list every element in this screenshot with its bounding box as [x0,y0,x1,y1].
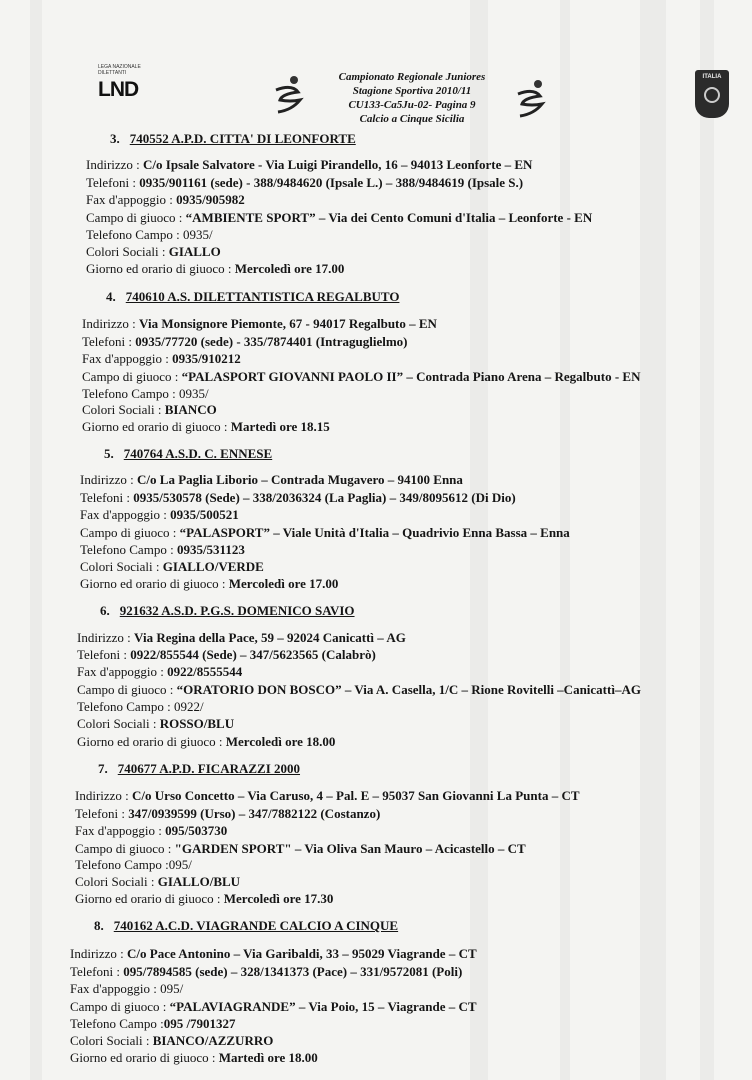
phones-line: Telefoni : 095/7894585 (sede) – 328/1341373 (Pace) – 331/9572081 (Poli) [70,964,463,979]
scan-streak [640,0,666,1080]
address-line: Indirizzo : Via Monsignore Piemonte, 67 - 94017 Regalbuto – EN [82,316,437,331]
field-line: Campo di giuoco : “AMBIENTE SPORT” – Via dei Cento Comuni d'Italia – Leonforte - EN [86,210,593,225]
phones-line: Telefoni : 0922/855544 (Sede) – 347/5623565 (Calabrò) [77,647,376,662]
figc-italia-logo: ITALIA [695,70,729,118]
club-title: 5. 740764 A.S.D. C. ENNESE [104,446,273,461]
colors-line: Colori Sociali : GIALLO/VERDE [80,559,264,574]
field-phone-line: Telefono Campo : 0922/ [77,699,204,714]
schedule-line: Giorno ed orario di giuoco : Mercoledì ore 17.30 [75,891,334,906]
schedule-line: Giorno ed orario di giuoco : Mercoledì ore 17.00 [80,576,339,591]
swirl-logo-icon [514,78,546,120]
club-title: 3. 740552 A.P.D. CITTA' DI LEONFORTE [110,131,356,146]
fax-line: Fax d'appoggio : 0935/905982 [86,192,245,207]
header-title: Campionato Regionale Juniores Stagione Sportiva 2010/11 CU133-Ca5Ju-02- Pagina 9 Calcio a Cinque Sicilia [338,71,486,125]
colors-line: Colori Sociali : GIALLO [86,244,221,259]
phones-line: Telefoni : 0935/77720 (sede) - 335/7874401 (Intraguglielmo) [82,334,408,349]
address-line: Indirizzo : C/o Ipsale Salvatore - Via Luigi Pirandello, 16 – 94013 Leonforte – EN [86,157,533,172]
club-title: 8. 740162 A.C.D. VIAGRANDE CALCIO A CINQUE [94,918,399,933]
schedule-line: Giorno ed orario di giuoco : Martedì ore 18.00 [70,1050,318,1065]
address-line: Indirizzo : Via Regina della Pace, 59 – 92024 Canicattì – AG [77,630,406,645]
address-line: Indirizzo : C/o Urso Concetto – Via Caruso, 4 – Pal. E – 95037 San Giovanni La Punta – CT [75,788,580,803]
club-title: 6. 921632 A.S.D. P.G.S. DOMENICO SAVIO [100,603,355,618]
fax-line: Fax d'appoggio : 095/503730 [75,823,228,838]
field-line: Campo di giuoco : “PALASPORT GIOVANNI PAOLO II” – Contrada Piano Arena – Regalbuto - EN [82,369,641,384]
field-phone-line: Telefono Campo : 0935/ [82,386,209,401]
phones-line: Telefoni : 347/0939599 (Urso) – 347/7882122 (Costanzo) [75,806,381,821]
schedule-line: Giorno ed orario di giuoco : Mercoledì ore 18.00 [77,734,336,749]
schedule-line: Giorno ed orario di giuoco : Mercoledì ore 17.00 [86,261,345,276]
field-line: Campo di giuoco : “ORATORIO DON BOSCO” – Via A. Casella, 1/C – Rione Rovitelli –Canicattì–AG [77,682,641,697]
field-line: Campo di giuoco : "GARDEN SPORT" – Via Oliva San Mauro – Acicastello – CT [75,841,526,856]
colors-line: Colori Sociali : BIANCO [82,402,217,417]
club-title: 7. 740677 A.P.D. FICARAZZI 2000 [98,761,301,776]
fax-line: Fax d'appoggio : 095/ [70,981,184,996]
field-phone-line: Telefono Campo :095 /7901327 [70,1016,236,1031]
scan-streak [30,0,42,1080]
phones-line: Telefoni : 0935/901161 (sede) - 388/9484620 (Ipsale L.) – 388/9484619 (Ipsale S.) [86,175,524,190]
field-line: Campo di giuoco : “PALASPORT” – Viale Unità d'Italia – Quadrivio Enna Bassa – Enna [80,525,570,540]
colors-line: Colori Sociali : GIALLO/BLU [75,874,241,889]
lnd-logo: LEGA NAZIONALE DILETTANTI LND [98,64,141,101]
colors-line: Colori Sociali : BIANCO/AZZURRO [70,1033,274,1048]
phones-line: Telefoni : 0935/530578 (Sede) – 338/2036324 (La Paglia) – 349/8095612 (Di Dio) [80,490,516,505]
address-line: Indirizzo : C/o Pace Antonino – Via Garibaldi, 33 – 95029 Viagrande – CT [70,946,477,961]
fax-line: Fax d'appoggio : 0935/910212 [82,351,241,366]
field-line: Campo di giuoco : “PALAVIAGRANDE” – Via Poio, 15 – Viagrande – CT [70,999,477,1014]
field-phone-line: Telefono Campo : 0935/531123 [80,542,245,557]
fax-line: Fax d'appoggio : 0922/8555544 [77,664,243,679]
scan-streak [700,0,714,1080]
schedule-line: Giorno ed orario di giuoco : Martedì ore 18.15 [82,419,330,434]
address-line: Indirizzo : C/o La Paglia Liborio – Contrada Mugavero – 94100 Enna [80,472,463,487]
colors-line: Colori Sociali : ROSSO/BLU [77,716,235,731]
field-phone-line: Telefono Campo :095/ [75,857,192,872]
field-phone-line: Telefono Campo : 0935/ [86,227,213,242]
fax-line: Fax d'appoggio : 0935/500521 [80,507,239,522]
club-title: 4. 740610 A.S. DILETTANTISTICA REGALBUTO [106,289,400,304]
scan-streak [560,0,570,1080]
